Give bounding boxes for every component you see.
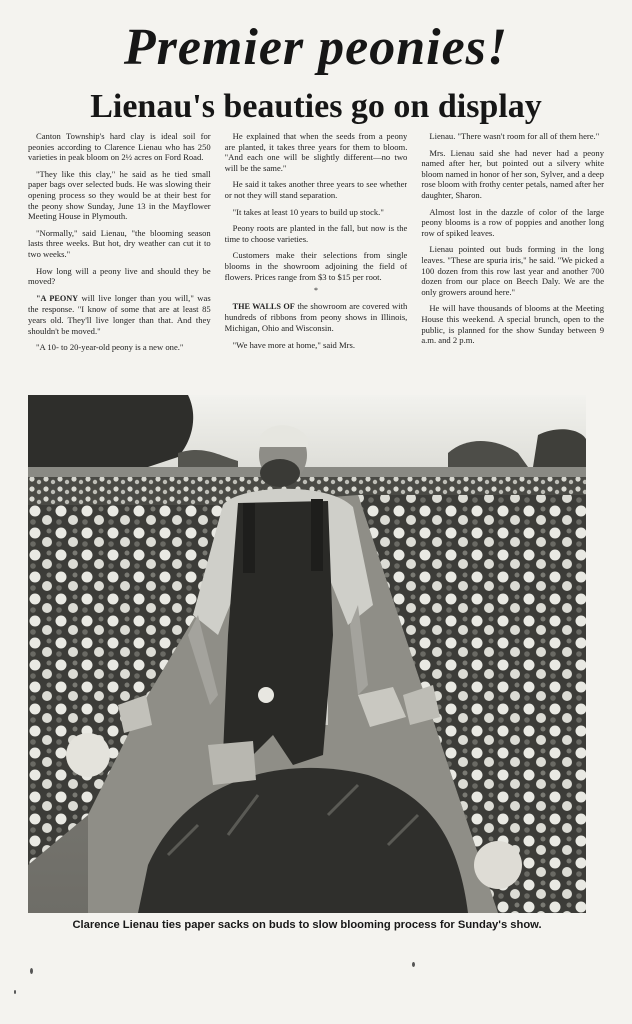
article-paragraph	[421, 207, 604, 239]
paragraph-text: "They like this clay," he said as he tied small paper bags over selected buds. He was slowing their opening process so they would be at their best for the peony show Sunday, June 13 in the Mayflower Meeting House in Plymouth.	[28, 168, 211, 222]
article-paragraph	[225, 179, 408, 200]
photo-caption: Clarence Lienau ties paper sacks on buds to slow blooming process for Sunday's show.	[72, 919, 542, 931]
article-paragraph	[421, 244, 604, 297]
paragraph-text: the showroom are covered with hundreds of ribbons from peony shows in Illinois, Michigan, Ohio and Wisconsin.	[224, 300, 408, 333]
paragraph-text: How long will a peony live and should they be moved?	[28, 265, 211, 287]
article-paragraph	[28, 266, 211, 287]
paragraph-text: Lienau pointed out buds forming in the long leaves. "These are spuria iris," he said. "We picked a 100 dozen from this row last year and another 700 dozen from our place on Beech Daly. We are the only growers around here."	[421, 244, 605, 297]
article-paragraph	[421, 148, 604, 201]
article-body	[28, 131, 604, 389]
article-paragraph	[28, 342, 211, 353]
article-column-1	[28, 131, 211, 389]
article-column-3	[421, 131, 604, 389]
paragraph-lead-in: "A PEONY	[36, 293, 79, 303]
article-paragraph	[225, 223, 408, 244]
paragraph-text: Peony roots are planted in the fall, but now is the time to choose varieties.	[224, 223, 408, 244]
paragraph-text: Customers make their selections from single blooms in the showroom adjoining the field of flowers. Prices range from $3 to $15 per root.	[224, 250, 408, 282]
peony-field-photo	[28, 395, 586, 913]
article-paragraph	[225, 340, 408, 351]
paragraph-text: He said it takes another three years to see whether or not they will stand separation.	[224, 179, 408, 200]
print-speck	[14, 990, 16, 994]
article-paragraph	[225, 301, 408, 334]
paragraph-text: "A 10- to 20-year-old peony is a new one."	[36, 342, 184, 353]
paragraph-text: He will have thousands of blooms at the Meeting House this weekend. A special brunch, open to the public, is planned for the show Sunday between 9 a.m. and 2 p.m.	[421, 303, 605, 346]
article-paragraph	[421, 303, 604, 345]
paragraph-text: "Normally," said Lienau, "the blooming season lasts three weeks. But hot, dry weather can cut it to two weeks."	[28, 227, 211, 259]
section-divider: *	[314, 286, 318, 296]
headline: Premier peonies!	[123, 19, 509, 76]
print-speck	[30, 968, 33, 974]
paragraph-text: Lienau. "There wasn't room for all of them here."	[429, 131, 600, 141]
article-paragraph	[28, 131, 211, 163]
print-speck	[412, 962, 415, 967]
article-paragraph	[28, 169, 211, 222]
subheadline: Lienau's beauties go on display	[90, 88, 542, 125]
paragraph-text: Almost lost in the dazzle of color of the large peony blooms is a row of poppies and another long row of spiked leaves.	[421, 206, 605, 238]
paragraph-text: He explained that when the seeds from a peony are planted, it takes three years for them to bloom. "And each one will be slightly different—no two will be the same."	[224, 131, 408, 173]
article-paragraph	[225, 131, 408, 173]
paragraph-text: "We have more at home," said Mrs.	[232, 339, 355, 350]
article-column-2	[225, 131, 408, 389]
paragraph-text: "It takes at least 10 years to build up stock."	[232, 206, 384, 217]
article-paragraph	[225, 250, 408, 282]
paragraph-text: will live longer than you will," was the response. "I know of some that are at least 85 years old. They'll live longer than that. And they shouldn't be moved."	[28, 292, 211, 336]
paragraph-text: Mrs. Lienau said she had never had a peony named after her, but pointed out a silvery white bloom named in honor of her son, Sylver, and a deep rose bloom with frothy center petals, named after her daughter, Sharon.	[421, 147, 605, 200]
article-paragraph	[28, 293, 211, 336]
news-photo	[28, 395, 586, 913]
paragraph-text: Canton Township's hard clay is ideal soil for peonies according to Clarence Lienau who has 250 varieties in peak bloom on 2½ acres on Ford Road.	[28, 131, 211, 163]
article-paragraph	[225, 207, 408, 218]
article-paragraph	[421, 131, 604, 142]
article-paragraph	[28, 228, 211, 260]
paragraph-lead-in: THE WALLS OF	[232, 301, 295, 311]
